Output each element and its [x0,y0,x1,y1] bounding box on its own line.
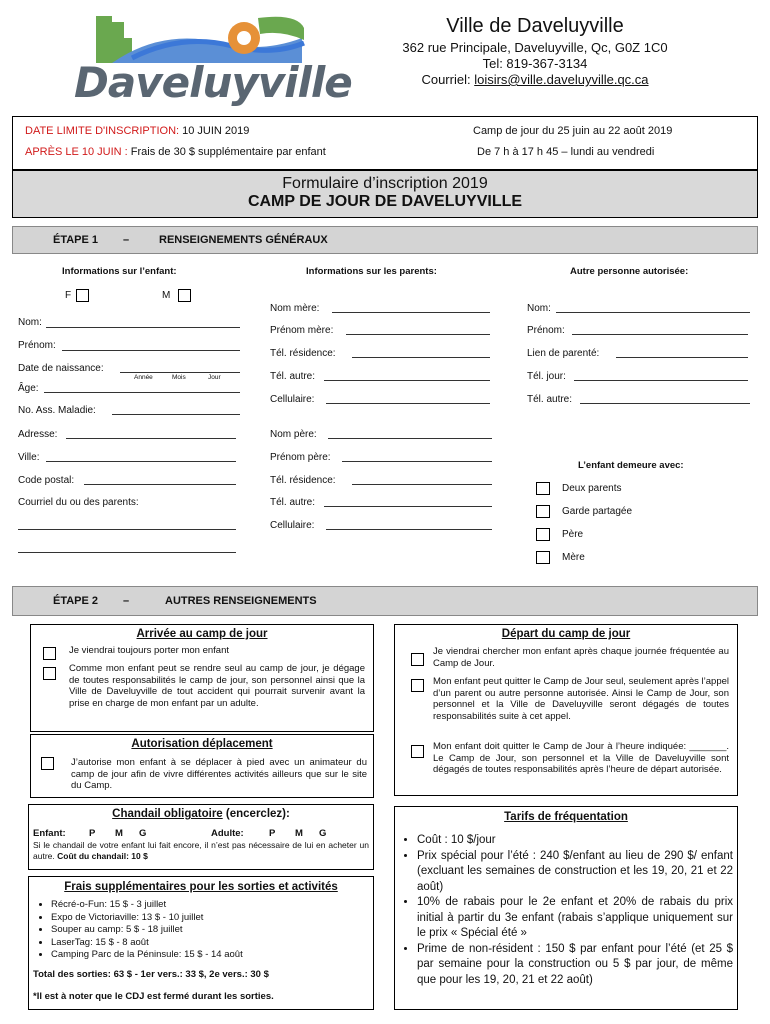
other-nom-label: Nom: [527,303,551,314]
list-item: • 10% de rabais pour le 2e enfant et 20% de rabais du prix initial à partir du 3e enfant (rabais s’applique uniquement sur le prix « Spécial été » [417,895,733,942]
lives-with-father-checkbox[interactable] [536,528,550,541]
shirt-hint: (encerclez): [225,808,290,820]
parent-email-label: Courriel du ou des parents: [18,497,139,508]
mother-nom-field[interactable] [332,312,490,313]
other-prenom-label: Prénom: [527,325,565,336]
parent-email-field-1[interactable] [18,529,236,530]
form-title: Formulaire d’inscription 2019 [282,175,488,192]
child-postal-label: Code postal: [18,475,75,486]
child-adresse-field[interactable] [66,438,236,439]
list-item: • Prime de non-résident : 150 $ par enfant pour l’été (et 25 $ par semaine pour la construction ou 5 $ par jour, de même que pour les 19, 20, 21 et 22 août) [417,942,733,989]
mother-tel-res-label: Tél. résidence: [270,348,336,359]
father-cell-label: Cellulaire: [270,520,315,531]
step1-dash: – [123,234,130,246]
step1-band [12,226,758,254]
other-tel-jour-field[interactable] [574,380,748,381]
org-address: 362 rue Principale, Daveluyville, Qc, G0Z 1C0 [402,40,668,55]
email-link[interactable]: loisirs@ville.daveluyville.qc.ca [474,72,649,87]
lives-with-father-label: Père [562,529,584,540]
departure-opt2-checkbox[interactable] [411,679,424,692]
list-item: • Expo de Victoriaville: 13 $ - 10 juillet [51,912,243,925]
sex-f-checkbox[interactable] [76,289,89,302]
arrival-title: Arrivée au camp de jour [136,628,268,640]
departure-opt3-checkbox[interactable] [411,745,424,758]
dob-month-hint: Mois [172,374,186,381]
late-fee-text: Frais de 30 $ supplémentaire par enfant [130,146,326,158]
shirt-child-label: Enfant: [33,828,66,839]
father-prenom-field[interactable] [342,461,492,462]
departure-opt1-checkbox[interactable] [411,653,424,666]
shirt-adult-size-g[interactable]: G [319,828,327,839]
father-prenom-label: Prénom père: [270,452,331,463]
logo [72,8,372,108]
child-nom-field[interactable] [46,327,240,328]
step2-dash: – [123,595,130,607]
father-nom-field[interactable] [328,438,492,439]
authorization-title: Autorisation déplacement [131,738,273,750]
arrival-opt1-checkbox[interactable] [43,647,56,660]
deadline-line [25,125,249,137]
other-nom-field[interactable] [556,312,750,313]
mother-prenom-label: Prénom mère: [270,325,334,336]
sex-m-checkbox[interactable] [178,289,191,302]
list-item: • LaserTag: 15 $ - 8 août [51,937,243,950]
mother-tel-autre-field[interactable] [324,380,490,381]
father-tel-autre-label: Tél. autre: [270,497,316,508]
lives-with-mother-label: Mère [562,552,585,563]
mother-nom-label: Nom mère: [270,303,320,314]
org-phone: Tel: 819-367-3134 [482,56,588,71]
child-adresse-label: Adresse: [18,429,58,440]
outings-list [37,899,243,962]
camp-dates: Camp de jour du 25 juin au 22 août 2019 [473,125,673,137]
list-item: • Souper au camp: 5 $ - 18 juillet [51,924,243,937]
child-nom-label: Nom: [18,317,42,328]
late-fee-line [25,146,326,158]
child-age-label: Âge: [18,383,39,394]
list-item: • Coût : 10 $/jour [417,833,733,849]
mother-tel-autre-label: Tél. autre: [270,371,316,382]
parents-info-header: Informations sur les parents: [306,266,437,277]
mother-prenom-field[interactable] [346,334,490,335]
child-prenom-field[interactable] [62,350,240,351]
child-postal-field[interactable] [84,484,236,485]
parent-email-field-2[interactable] [18,552,236,553]
dob-year-hint: Année [134,374,153,381]
shirt-adult-size-p[interactable]: P [269,828,276,839]
rates-title: Tarifs de fréquentation [504,811,628,823]
rates-list [403,833,733,988]
father-tel-res-label: Tél. résidence: [270,475,336,486]
step1-label: ÉTAPE 1 [53,234,99,246]
departure-opt2-text: Mon enfant peut quitter le Camp de Jour seul, seulement après l’appel d’un parent ou autre personne autorisée. Ainsi le Camp de Jour, son personnel et la Ville de Daveluyville seront dégagés de toutes responsabilités suite à cet appel. [433,676,729,722]
lives-with-both-checkbox[interactable] [536,482,550,495]
shirt-child-size-m[interactable]: M [115,828,123,839]
other-prenom-field[interactable] [572,334,748,335]
father-tel-autre-field[interactable] [324,506,492,507]
mother-tel-res-field[interactable] [352,357,490,358]
father-tel-res-field[interactable] [352,484,492,485]
arrival-opt1-text: Je viendrai toujours porter mon enfant [69,645,230,656]
lives-with-mother-checkbox[interactable] [536,551,550,564]
authorization-box [30,734,374,798]
child-info-header: Informations sur l’enfant: [62,266,177,277]
step2-band [12,586,758,616]
other-lien-field[interactable] [616,357,748,358]
list-item: • Camping Parc de la Péninsule: 15 $ - 14 août [51,949,243,962]
father-nom-label: Nom père: [270,429,317,440]
form-title-box [12,170,758,218]
org-email-line [355,72,715,87]
other-tel-autre-label: Tél. autre: [527,394,573,405]
deadline-date: 10 JUIN 2019 [182,125,250,137]
child-ass-field[interactable] [112,414,240,415]
outings-note: *Il est à noter que le CDJ est fermé durant les sorties. [33,991,274,1002]
child-dob-label: Date de naissance: [18,363,104,374]
child-ville-label: Ville: [18,452,40,463]
shirt-title: Chandail obligatoire [112,808,223,820]
child-ass-label: No. Ass. Maladie: [18,405,96,416]
shirt-note-block [33,840,369,861]
father-cell-field[interactable] [326,529,492,530]
other-lien-label: Lien de parenté: [527,348,600,359]
shirt-adult-label: Adulte: [211,828,244,839]
other-tel-autre-field[interactable] [580,403,750,404]
departure-box [394,624,738,796]
sex-f-label: F [65,290,72,301]
step1-title: RENSEIGNEMENTS GÉNÉRAUX [159,234,328,246]
lives-with-shared-checkbox[interactable] [536,505,550,518]
list-item: • Récré-o-Fun: 15 $ - 3 juillet [51,899,243,912]
authorization-text: J’autorise mon enfant à se déplacer à pied avec un animateur du camp de jour afin de vivre différentes activités ailleurs que sur le site du Camp. [71,757,367,791]
shirt-box [28,804,374,870]
arrival-opt2-text: Comme mon enfant peut se rendre seul au camp de jour, je dégage de toutes responsabilités le camp de jour, son personnel ainsi que la Ville de Daveluyville de tout accident qui pourrait survenir avant la prise en charge de mon enfant par un adulte. [69,663,365,709]
lives-with-shared-label: Garde partagée [562,506,633,517]
arrival-box [30,624,374,732]
list-item: • Prix spécial pour l’été : 240 $/enfant au lieu de 290 $/ enfant (excluant les semaines de construction et les 19, 20, 21 et 22 août) [417,849,733,896]
outings-title: Frais supplémentaires pour les sorties et activités [64,881,338,893]
arrival-opt2-checkbox[interactable] [43,667,56,680]
child-age-field[interactable] [44,392,240,393]
departure-opt3-text: Mon enfant doit quitter le Camp de Jour à l’heure indiquée: _______. Le Camp de Jour, son personnel et la Ville de Daveluyville sont dégagés de toutes responsabilités après l’heure de départ autorisée. [433,741,729,775]
late-fee-label: APRÈS LE 10 JUIN : [25,146,128,158]
other-tel-jour-label: Tél. jour: [527,371,566,382]
shirt-cost: Coût du chandail: 10 $ [57,850,148,861]
logo-text: Daveluyville [74,58,352,107]
org-name: Ville de Daveluyville [446,15,624,37]
sex-m-label: M [162,290,171,301]
dob-day-hint: Jour [208,374,221,381]
rates-box [394,806,738,1010]
child-ville-field[interactable] [46,461,236,462]
shirt-note: Si le chandail de votre enfant lui fait encore, il n’est pas nécessaire de lui en acheter un autre. [33,840,369,861]
lives-with-both-label: Deux parents [562,483,622,494]
step2-title: AUTRES RENSEIGNEMENTS [165,595,317,607]
deadline-label: DATE LIMITE D'INSCRIPTION: [25,125,180,137]
other-person-header: Autre personne autorisée: [570,266,689,277]
child-dob-field[interactable] [120,372,240,373]
child-prenom-label: Prénom: [18,340,56,351]
departure-title: Départ du camp de jour [501,628,631,640]
departure-opt1-text: Je viendrai chercher mon enfant après chaque journée fréquentée au Camp de Jour. [433,646,729,669]
lives-with-title: L’enfant demeure avec: [578,460,684,471]
form-subtitle: CAMP DE JOUR DE DAVELUYVILLE [247,193,523,210]
mother-cell-field[interactable] [326,403,490,404]
shirt-child-size-g[interactable]: G [139,828,147,839]
shirt-adult-size-m[interactable]: M [295,828,303,839]
outings-total: Total des sorties: 63 $ - 1er vers.: 33 $, 2e vers.: 30 $ [33,969,269,980]
step2-label: ÉTAPE 2 [53,595,99,607]
authorization-checkbox[interactable] [41,757,54,770]
mother-cell-label: Cellulaire: [270,394,315,405]
shirt-title-line [29,808,373,820]
outings-box [28,876,374,1010]
camp-hours: De 7 h à 17 h 45 – lundi au vendredi [477,146,655,158]
shirt-child-size-p[interactable]: P [89,828,96,839]
deadline-box [12,116,758,170]
email-label: Courriel: [421,72,471,87]
